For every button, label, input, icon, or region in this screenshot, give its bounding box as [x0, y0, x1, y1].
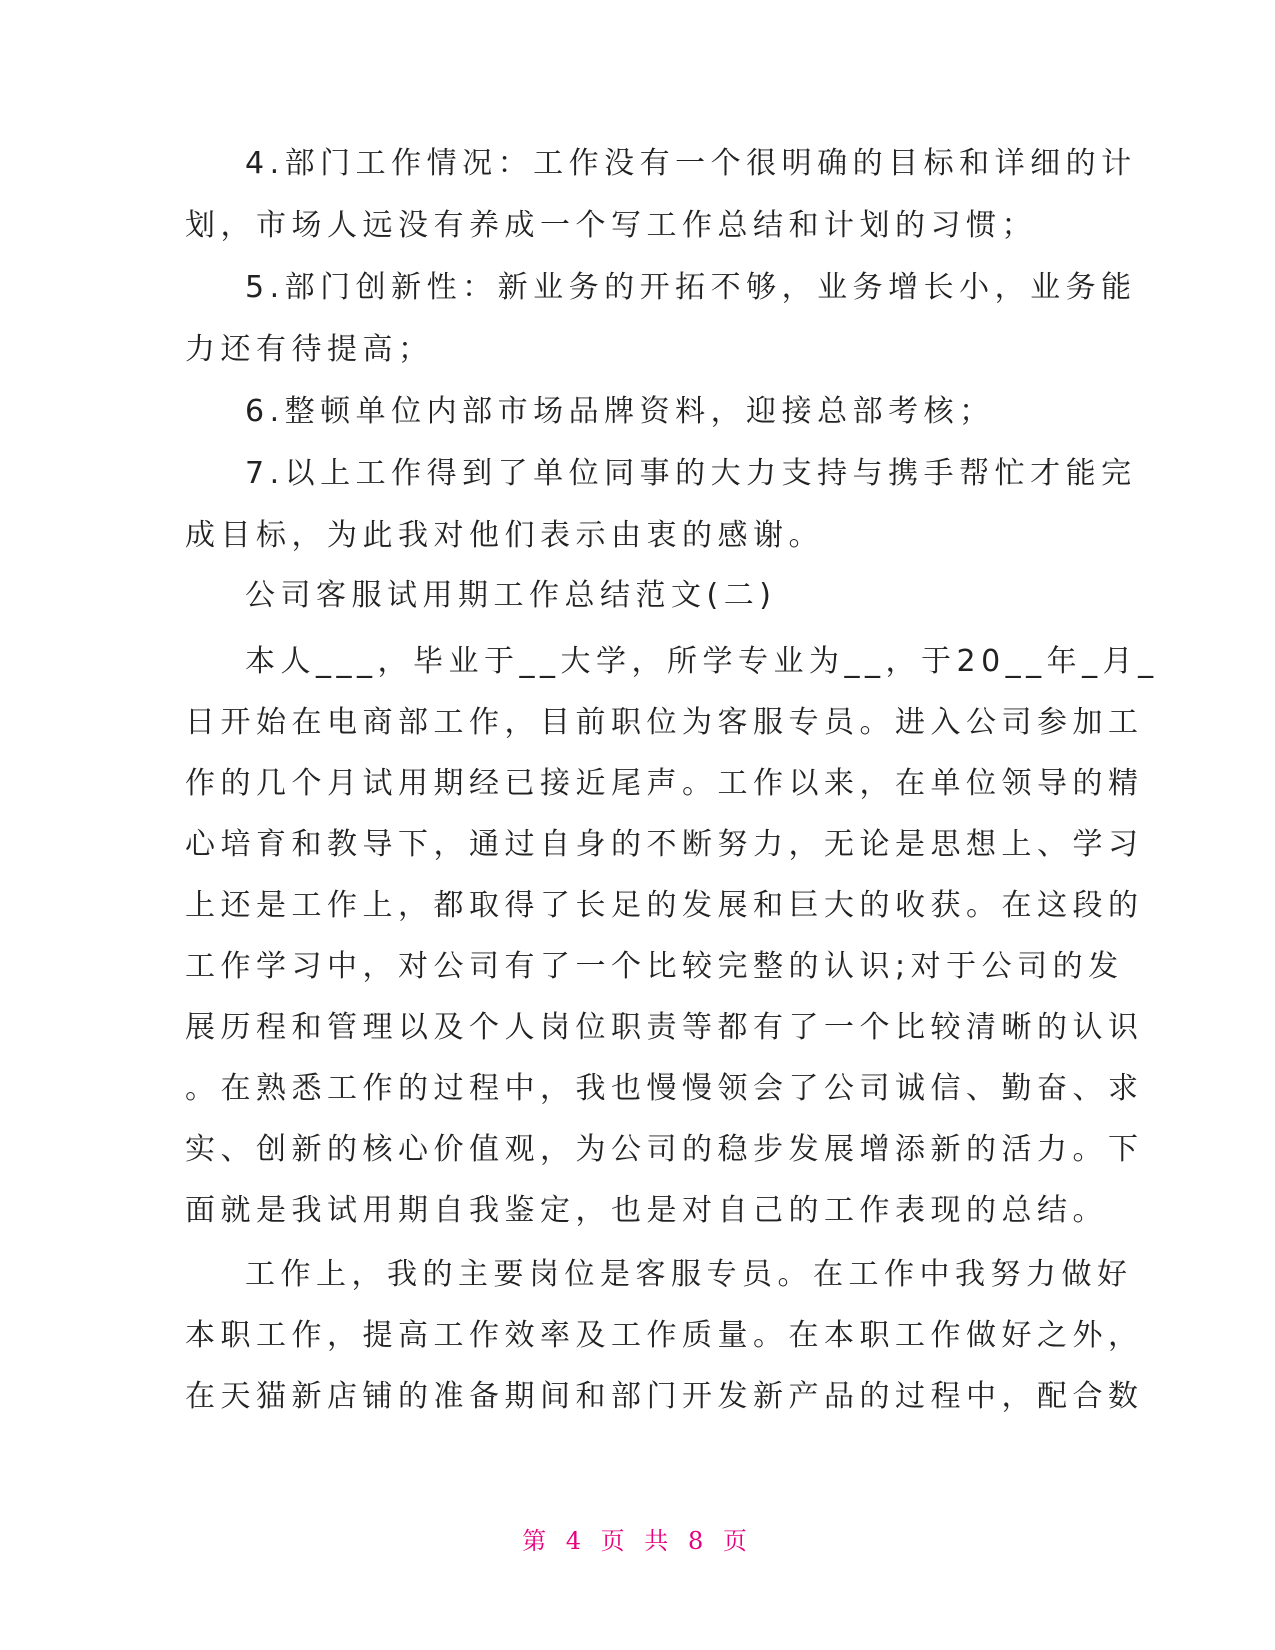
- text-line: 在天猫新店铺的准备期间和部门开发新产品的过程中，配合数: [185, 1379, 1144, 1414]
- text-line: 工作学习中，对公司有了一个比较完整的认识;对于公司的发: [185, 949, 1124, 984]
- text-line: 展历程和管理以及个人岗位职责等都有了一个比较清晰的认识: [185, 1010, 1144, 1045]
- text-line: 工作上，我的主要岗位是客服专员。在工作中我努力做好: [245, 1257, 1133, 1292]
- text-line: 7.以上工作得到了单位同事的大力支持与携手帮忙才能完: [245, 456, 1137, 491]
- text-line: 5.部门创新性：新业务的开拓不够，业务增长小，业务能: [245, 270, 1137, 305]
- text-line: 日开始在电商部工作，目前职位为客服专员。进入公司参加工: [185, 705, 1144, 740]
- text-line: 。在熟悉工作的过程中，我也慢慢领会了公司诚信、勤奋、求: [185, 1071, 1144, 1106]
- text-line: 实、创新的核心价值观，为公司的稳步发展增添新的活力。下: [185, 1132, 1144, 1167]
- text-line: 力还有待提高；: [185, 332, 434, 367]
- text-line: 上还是工作上，都取得了长足的发展和巨大的收获。在这段的: [185, 888, 1144, 923]
- text-line: 本职工作，提高工作效率及工作质量。在本职工作做好之外，: [185, 1318, 1144, 1353]
- text-line: 面就是我试用期自我鉴定，也是对自己的工作表现的总结。: [185, 1193, 1108, 1228]
- text-line: 作的几个月试用期经已接近尾声。工作以来，在单位领导的精: [185, 766, 1144, 801]
- page-number-footer: 第 4 页 共 8 页: [522, 1527, 753, 1555]
- text-line: 划，市场人远没有养成一个写工作总结和计划的习惯；: [185, 208, 1037, 243]
- text-line: 6.整顿单位内部市场品牌资料，迎接总部考核；: [245, 394, 995, 429]
- text-line: 4.部门工作情况：工作没有一个很明确的目标和详细的计: [245, 146, 1137, 181]
- text-line: 成目标，为此我对他们表示由衷的感谢。: [185, 518, 824, 553]
- text-line: 心培育和教导下，通过自身的不断努力，无论是思想上、学习: [185, 827, 1144, 862]
- section-heading: 公司客服试用期工作总结范文(二): [245, 578, 777, 613]
- text-line: 本人___，毕业于__大学，所学专业为__，于20__年_月_: [245, 644, 1159, 679]
